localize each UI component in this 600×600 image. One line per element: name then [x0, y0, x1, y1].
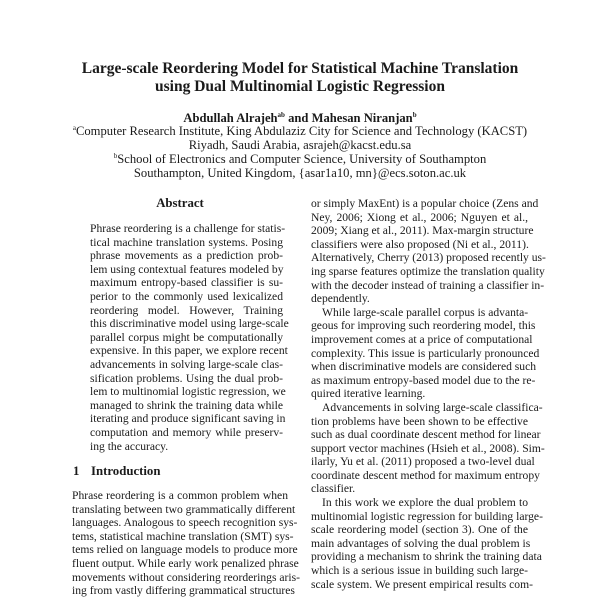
text-line: maximum entropy-based classifier is su-	[90, 276, 283, 290]
text-line: ilarly, Yu et al. (2011) proposed a two-level dual	[311, 455, 535, 469]
text-line: advancements in solving large-scale clas-	[90, 357, 283, 371]
author-2: Mahesan Niranjan	[311, 111, 413, 125]
author-1-sup: ab	[277, 111, 285, 119]
author-1: Abdullah Alrajeh	[183, 111, 278, 125]
text-line: In this work we explore the dual problem to	[322, 496, 528, 510]
text-line: this discriminative model using large-scale	[90, 317, 289, 331]
text-line: geous for improving such reordering model, this	[311, 319, 536, 333]
author-and: and	[288, 111, 309, 125]
text-line: or simply MaxEnt) is a popular choice (Zens and	[311, 197, 539, 210]
text-line: tems relied on language models to produce more	[72, 543, 298, 557]
text-line: coordinate descent method for maximum entropy	[311, 468, 540, 482]
affiliation-1	[0, 124, 600, 139]
text-line: managed to shrink the training data while	[90, 398, 283, 412]
affiliation-text: Southampton, United Kingdom, {asar1a10, mn}@ecs.soton.ac.uk	[133, 166, 467, 180]
text-line: scale system. We present empirical results com-	[311, 577, 533, 591]
abstract-body	[90, 222, 289, 453]
section-number: 1	[73, 464, 80, 478]
text-line: ing from vastly differing grammatical structures	[72, 584, 295, 598]
text-line: fluent output. While early work penalized phrase	[72, 556, 299, 570]
affiliation-sup: b	[113, 152, 118, 160]
text-line: movements without considering reorderings aris-	[72, 570, 300, 584]
text-line: iterating and produce significant saving in	[90, 412, 286, 426]
text-line: ing sparse features optimize the translation quality	[311, 264, 545, 278]
text-line: translating between two grammatically different	[72, 502, 296, 516]
text-line: providing a mechanism to shrink the training data	[311, 550, 542, 564]
introduction-body	[72, 489, 300, 598]
text-line: such as dual coordinate descent method for linear	[311, 428, 541, 442]
text-line: Phrase reordering is a common problem when	[72, 489, 288, 502]
text-line: reordering model. However, Training	[90, 303, 283, 317]
text-line: While large-scale parallel corpus is advanta-	[322, 305, 529, 319]
text-line: computation and memory while preserv-	[90, 425, 283, 439]
text-line: support vector machines (Hsieh et al., 2008). Sim-	[311, 441, 545, 455]
text-line: Advancements in solving large-scale classifica-	[322, 400, 543, 414]
text-line: Phrase reordering is a challenge for statis-	[90, 222, 286, 235]
text-line: tion problems have been shown to be effective	[311, 414, 528, 428]
text-line: lem to multinomial logistic regression, we	[90, 385, 286, 399]
text-line: parallel corpus might be computationally	[90, 330, 283, 344]
affiliation-3	[0, 152, 600, 167]
text-line: phrase movements as a prediction prob-	[90, 249, 283, 263]
text-line: tems, statistical machine translation (SMT) sys-	[72, 529, 294, 543]
text-line: 2009; Xiang et al., 2011). Max-margin structure	[311, 224, 534, 238]
text-line: which is a serious issue in building such large-	[311, 564, 528, 578]
text-line: as maximum entropy-based model due to the re-	[311, 373, 536, 387]
text-line: complexity. This issue is particularly pronounced	[311, 346, 540, 360]
text-line: scale reordering model (section 3). One of the	[311, 523, 528, 537]
text-line: perior to the commonly used lexicalized	[90, 289, 283, 303]
right-column-body	[311, 197, 546, 591]
affiliation-4	[0, 166, 600, 181]
text-line: multinomial logistic regression for building large-	[311, 509, 543, 523]
text-line: Ney, 2006; Xiong et al., 2006; Nguyen et al.,	[311, 210, 528, 224]
text-line: classifiers were also proposed (Ni et al., 2011).	[311, 237, 529, 251]
text-line: tical machine translation systems. Posing	[90, 235, 283, 249]
paper-title-line-2: using Dual Multinomial Logistic Regression	[155, 78, 445, 95]
text-line: classifier.	[311, 482, 356, 496]
text-line: languages. Analogous to speech recognition sys-	[72, 516, 298, 530]
text-line: improvement comes at a price of computational	[311, 332, 533, 346]
text-line: expensive. In this paper, we explore recent	[90, 344, 288, 358]
text-line: main advantages of solving the dual problem is	[311, 536, 531, 550]
affiliation-2	[0, 138, 600, 153]
affiliation-sup: a	[72, 124, 76, 132]
affiliation-text: Computer Research Institute, King Abdulaziz City for Science and Technology (KACST)	[75, 124, 528, 138]
text-line: lem using contextual features modeled by	[90, 262, 284, 276]
text-line: dependently.	[311, 292, 370, 306]
author-2-sup: b	[412, 111, 417, 119]
text-line: sification problems. Using the dual prob-	[90, 371, 283, 385]
text-line: ing the accuracy.	[90, 439, 169, 453]
text-line: Alternatively, Cherry (2013) proposed recently us-	[311, 251, 546, 265]
paper-title-line-1: Large-scale Reordering Model for Statistical Machine Translation	[81, 60, 519, 77]
affiliation-text: Riyadh, Saudi Arabia, asrajeh@kacst.edu.sa	[188, 138, 412, 152]
section-heading-introduction: Introduction	[91, 464, 161, 478]
affiliation-text: School of Electronics and Computer Science, University of Southampton	[117, 152, 487, 166]
text-line: with the decoder instead of training a classifier in-	[311, 278, 545, 292]
text-line: when discriminative models are considered such	[311, 360, 537, 374]
text-line: quired iterative learning.	[311, 387, 426, 401]
abstract-heading: Abstract	[156, 196, 204, 210]
